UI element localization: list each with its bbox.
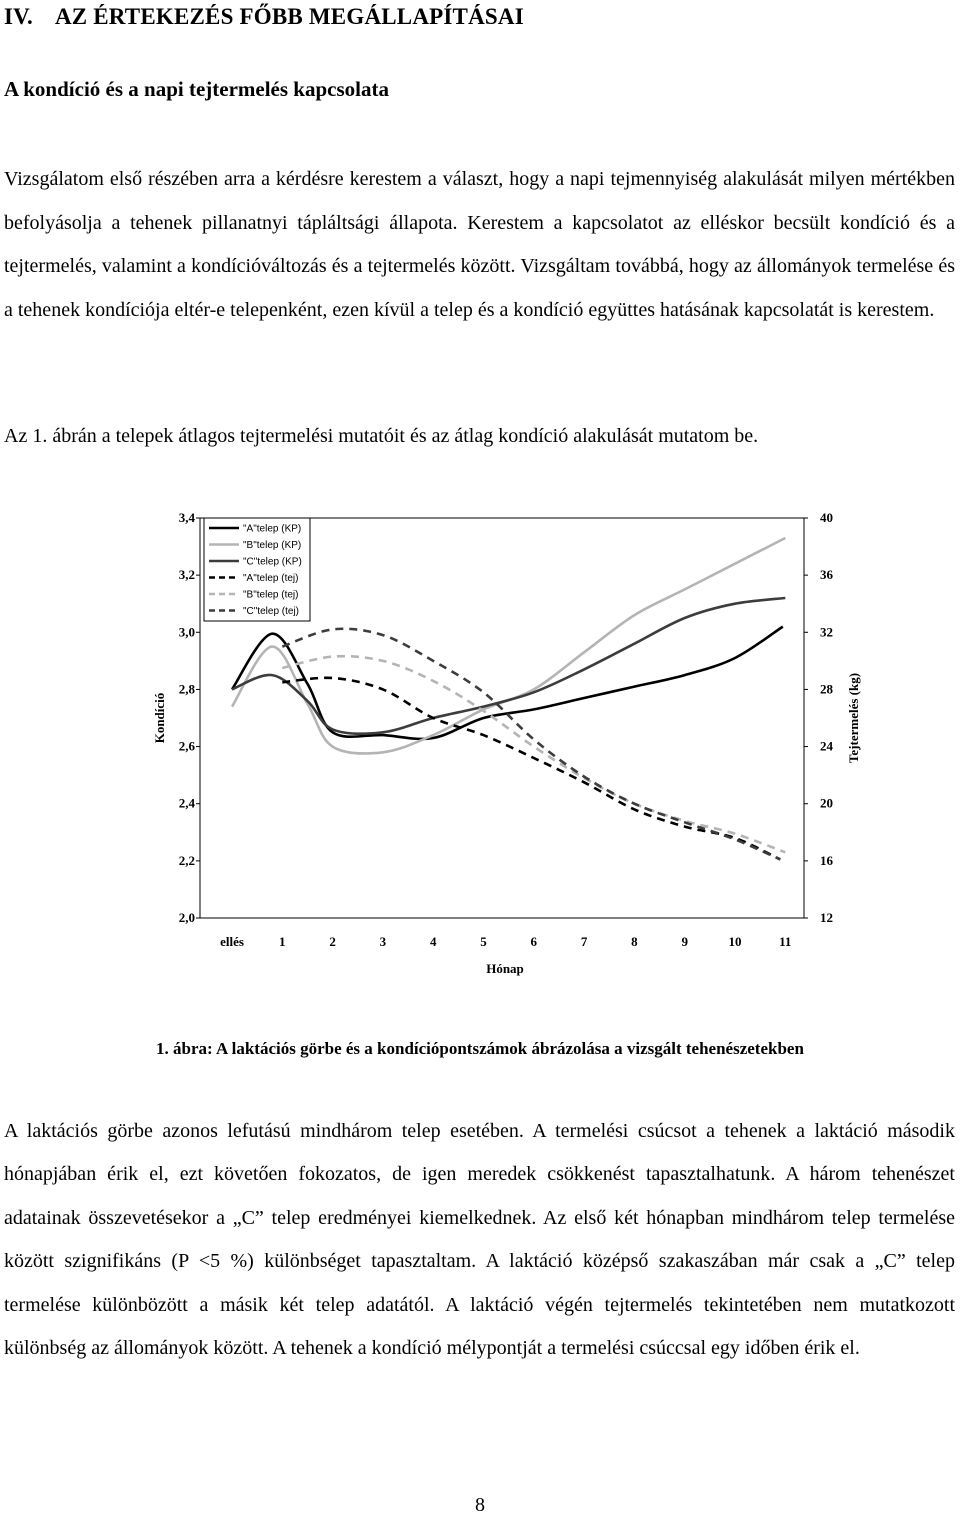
x-tick-label: 1 [279, 934, 286, 949]
y-right-tick-label: 20 [820, 795, 833, 811]
legend-label: "C"telep (tej) [243, 606, 300, 617]
chapter-number: IV. [4, 4, 33, 29]
x-axis-title: Hónap [486, 961, 524, 976]
x-tick-label: 7 [580, 934, 588, 949]
intro-paragraph: Vizsgálatom első részében arra a kérdésre kerestem a választ, hogy a napi tejmennyiség alakulását milyen mértékben befolyásolja a tehenek pillanatnyi tápláltsági állapota. Kerestem a kapcsolatot az elléskor becsült kondíció és a tejtermelés, valamint a kondícióváltozás és a tejtermelés között. Vizsgáltam továbbá, hogy az állományok termelése és a tehenek kondíciója eltér-e telepenként, ezen kívül a telep és a kondíció együttes hatásának kapcsolatát is kerestem. [4, 168, 955, 321]
x-tick-label: ellés [220, 934, 244, 949]
y-right-tick-label: 16 [820, 852, 833, 868]
x-tick-label: 9 [681, 934, 688, 949]
y-right-tick-label: 28 [820, 681, 833, 697]
y-axis-right-title: Tejtermelés (kg) [846, 672, 861, 764]
y-left-tick-label: 2,0 [178, 910, 195, 925]
y-left-tick-label: 2,2 [178, 852, 195, 868]
legend-label: "B"telep (tej) [243, 589, 299, 601]
x-tick-label: 4 [429, 934, 437, 949]
lactation-chart [132, 500, 862, 990]
discussion-paragraph: A laktációs görbe azonos lefutású mindhárom telep esetében. A termelési csúcsot a tehenek a laktáció második hónapjában érik el, ezt követően fokozatos, de igen meredek csökkenést tapasztalhatunk. A három tehenészet adatainak összevetésekor a „C” telep eredményei kiemelkednek. Az első két hónapban mindhárom telep termelése között szignifikáns (P <5 %) különbséget tapasztaltam. A laktáció középső szakaszában már csak a „C” telep termelése különbözött a másik két telep adatától. A laktáció végén tejtermelés tekintetében nem mutatkozott különbség az állományok között. A tehenek a kondíció mélypontját a termelési csúccsal egy időben érik el. [4, 1120, 955, 1360]
y-left-tick-label: 2,4 [178, 795, 195, 811]
y-left-tick-label: 3,2 [178, 567, 195, 583]
x-tick-label: 2 [329, 934, 336, 949]
chapter-title: AZ ÉRTEKEZÉS FŐBB MEGÁLLAPÍTÁSAI [54, 4, 524, 29]
chart-svg [132, 500, 862, 990]
y-left-tick-label: 3,4 [178, 510, 195, 525]
y-left-tick-label: 2,6 [178, 738, 195, 754]
legend-label: "A"telep (KP) [243, 523, 302, 535]
y-right-tick-label: 40 [820, 510, 833, 525]
figure-caption: 1. ábra: A laktációs görbe és a kondíciópontszámok ábrázolása a vizsgált tehenészetekben [156, 1039, 804, 1058]
x-tick-label: 10 [728, 934, 742, 949]
x-tick-label: 5 [480, 934, 487, 949]
chart-legend [204, 518, 310, 621]
y-right-tick-label: 32 [820, 624, 833, 640]
y-left-tick-label: 2,8 [178, 681, 195, 697]
y-right-tick-label: 12 [820, 910, 833, 925]
y-axis-left-title: Kondíció [152, 692, 167, 744]
y-right-tick-label: 36 [820, 567, 833, 583]
x-tick-label: 11 [779, 934, 792, 949]
page-number: 8 [475, 1494, 485, 1516]
x-tick-label: 8 [631, 934, 638, 949]
y-left-tick-label: 3,0 [178, 624, 195, 640]
legend-label: "B"telep (KP) [243, 540, 302, 551]
y-right-tick-label: 24 [820, 738, 833, 754]
legend-label: "C"telep (KP) [243, 556, 302, 568]
x-tick-label: 3 [379, 934, 387, 949]
figure-reference-paragraph: Az 1. ábrán a telepek átlagos tejtermelési mutatóit és az átlag kondíció alakulását mutatom be. [4, 425, 759, 447]
section-title: A kondíció és a napi tejtermelés kapcsolata [4, 77, 389, 101]
chapter-heading [4, 4, 524, 30]
legend-label: "A"telep (tej) [243, 573, 299, 584]
x-tick-label: 6 [530, 934, 538, 949]
